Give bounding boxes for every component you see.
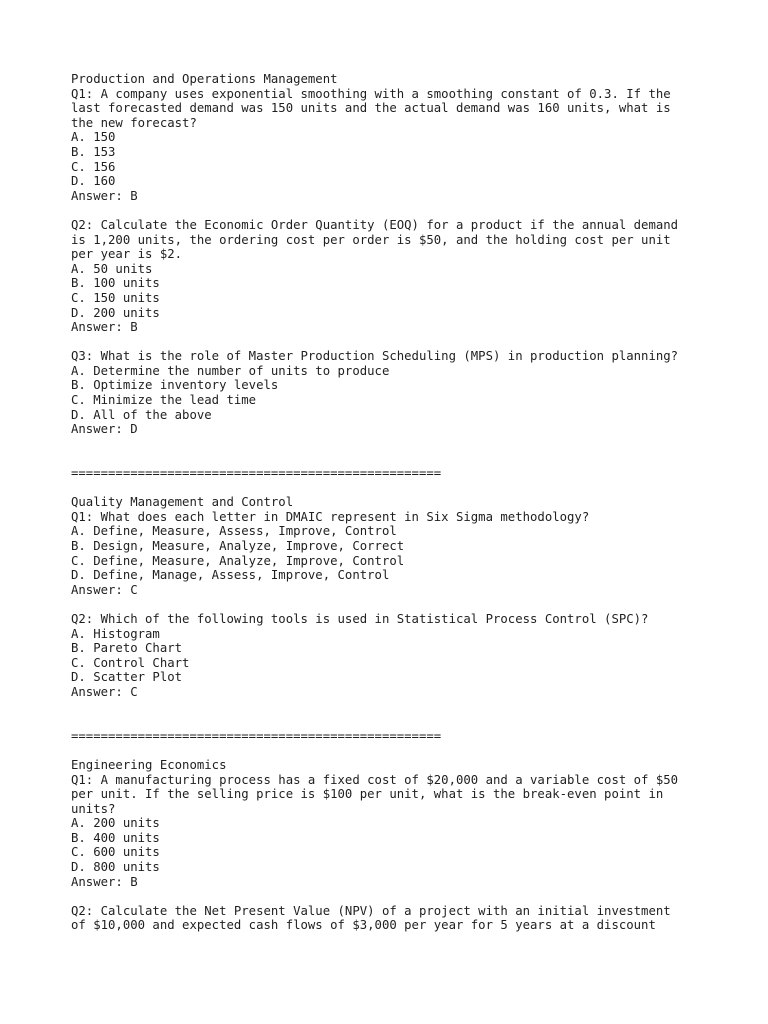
section-divider: ================================================== <box>71 728 442 743</box>
blank-line <box>71 743 731 758</box>
section-title: Quality Management and Control <box>71 495 294 510</box>
answer-option: A. 50 units <box>71 261 153 276</box>
question-text: per year is $2. <box>71 247 183 262</box>
answer-option: C. 600 units <box>71 845 160 860</box>
blank-line <box>71 597 731 612</box>
answer-option: B. Design, Measure, Analyze, Improve, Correct <box>71 539 405 553</box>
answer-option: C. 156 <box>71 159 116 174</box>
section-divider: ================================================== <box>71 466 442 481</box>
answer-key: Answer: B <box>71 320 138 335</box>
answer-key: Answer: C <box>71 582 138 597</box>
answer-option: B. 100 units <box>71 276 160 291</box>
section-title: Engineering Economics <box>71 757 227 772</box>
answer-option: A. Determine the number of units to produce <box>71 363 390 378</box>
answer-key: Answer: C <box>71 684 138 699</box>
question-text: Q1: A company uses exponential smoothing with a smoothing constant of 0.3. If the <box>71 86 671 101</box>
question-text: units? <box>71 801 116 816</box>
answer-option: D. Define, Manage, Assess, Improve, Control <box>71 568 390 583</box>
question-text: of $10,000 and expected cash flows of $3,000 per year for 5 years at a discount <box>71 918 656 933</box>
answer-option: B. Pareto Chart <box>71 641 183 656</box>
answer-option: C. 150 units <box>71 290 160 305</box>
answer-option: A. 150 <box>71 130 116 145</box>
question-text: last forecasted demand was 150 units and the actual demand was 160 units, what is <box>71 101 671 116</box>
answer-option: D. All of the above <box>71 407 212 422</box>
blank-line <box>71 203 731 218</box>
question-text: Q1: What does each letter in DMAIC represent in Six Sigma methodology? <box>71 509 590 524</box>
answer-option: C. Define, Measure, Analyze, Improve, Control <box>71 553 405 568</box>
blank-line <box>71 335 731 350</box>
question-text: Q2: Which of the following tools is used in Statistical Process Control (SPC)? <box>71 611 649 626</box>
answer-option: D. 160 <box>71 174 116 189</box>
section-title: Production and Operations Management <box>71 72 338 86</box>
section-gap <box>71 437 731 466</box>
blank-line <box>71 481 731 496</box>
answer-option: B. Optimize inventory levels <box>71 378 279 393</box>
answer-option: A. Define, Measure, Assess, Improve, Control <box>71 524 397 539</box>
blank-line <box>71 889 731 904</box>
question-text: Q3: What is the role of Master Production Scheduling (MPS) in production planning? <box>71 349 679 364</box>
question-text: Q1: A manufacturing process has a fixed cost of $20,000 and a variable cost of $50 <box>71 772 679 787</box>
section-gap <box>71 700 731 729</box>
answer-option: C. Control Chart <box>71 655 190 670</box>
document-page <box>71 72 731 933</box>
answer-option: D. 200 units <box>71 305 160 320</box>
question-text: Q2: Calculate the Net Present Value (NPV) of a project with an initial investment <box>71 903 671 918</box>
answer-option: B. 153 <box>71 144 116 159</box>
answer-option: B. 400 units <box>71 830 160 845</box>
question-text: per unit. If the selling price is $100 per unit, what is the break-even point in <box>71 787 664 802</box>
answer-key: Answer: B <box>71 874 138 889</box>
answer-key: Answer: B <box>71 188 138 203</box>
answer-option: A. Histogram <box>71 626 160 641</box>
answer-option: A. 200 units <box>71 816 160 831</box>
answer-key: Answer: D <box>71 422 138 437</box>
question-text: Q2: Calculate the Economic Order Quantity (EOQ) for a product if the annual demand <box>71 217 679 232</box>
question-text: the new forecast? <box>71 115 197 130</box>
answer-option: D. 800 units <box>71 860 160 875</box>
answer-option: C. Minimize the lead time <box>71 393 257 408</box>
answer-option: D. Scatter Plot <box>71 670 183 685</box>
question-text: is 1,200 units, the ordering cost per order is $50, and the holding cost per unit <box>71 232 671 247</box>
